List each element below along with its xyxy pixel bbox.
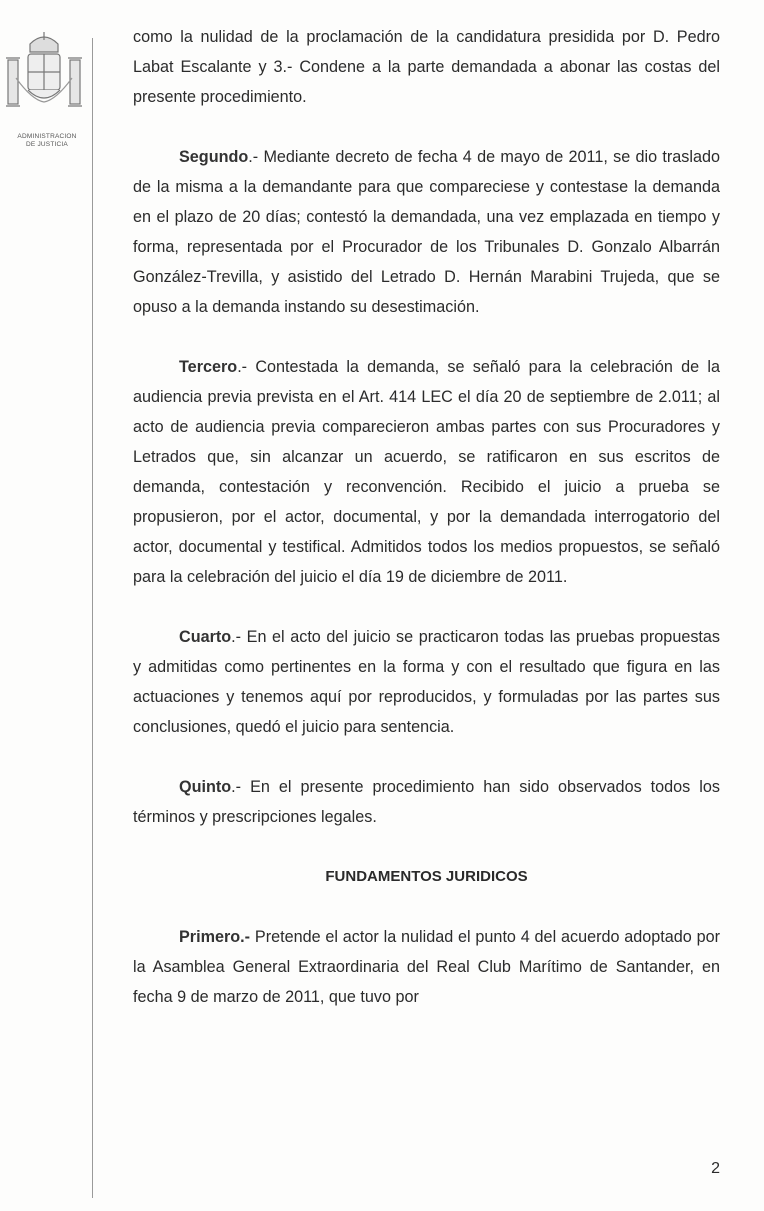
paragraph-primero — [133, 922, 720, 1012]
spain-coat-of-arms-icon — [2, 30, 86, 128]
paragraph-label: Cuarto — [179, 628, 232, 646]
section-heading: FUNDAMENTOS JURIDICOS — [325, 868, 528, 885]
paragraph-text: En el acto del juicio se practicaron todas las pruebas propuestas y admitidas como pertinentes en la forma y con el resultado que figura en las actuaciones y tenemos aquí por reproducidos, y formuladas por las partes sus conclusiones, quedó el juicio para sentencia. — [133, 628, 721, 736]
intro-paragraph: como la nulidad de la proclamación de la candidatura presidida por D. Pedro Labat Escalante y 3.- Condene a la parte demandada a abonar las costas del presente procedimiento. — [133, 28, 720, 106]
paragraph-cuarto: Cuarto.- En el acto del juicio se practicaron todas las pruebas propuestas y admitidas como pertinentes en la forma y con el resultado que figura en las actuaciones y tenemos aquí por reproducidos, y formuladas por las partes sus conclusiones, quedó el juicio para sentencia. — [133, 628, 721, 736]
paragraph-label: Segundo — [179, 148, 249, 166]
paragraph-label: Primero.- — [179, 928, 251, 946]
paragraph-text: Mediante decreto de fecha 4 de mayo de 2011, se dio traslado de la misma a la demandante para que compareciese y contestase la demanda en el plazo de 20 días; contestó la demandada, una vez emplazada en tiempo y forma, representada por el Procurador de los Tribunales D. Gonzalo Albarrán González-Trevilla, y asistido del Letrado D. Hernán Marabini Trujeda, que se opuso a la demanda instando su desestimación. — [133, 148, 720, 316]
paragraph-label: Tercero — [179, 358, 238, 376]
margin-rule — [92, 38, 93, 1198]
document-body — [133, 22, 720, 1012]
emblem-caption — [0, 133, 94, 149]
paragraph-tercero: Tercero.- Contestada la demanda, se señaló para la celebración de la audiencia previa prevista en el Art. 414 LEC el día 20 de septiembre de 2.011; al acto de audiencia previa comparecieron ambas partes con sus Procuradores y Letrados que, sin alcanzar un acuerdo, se ratificaron en sus escritos de demanda, contestación y reconvención. Recibido el juicio a prueba se propusieron, por el actor, documental, y por la demandada interrogatorio del actor, documental y testifical. Admitidos todos los medios propuestos, se señaló para la celebración del juicio el día 19 de diciembre de 2011. — [133, 358, 720, 586]
emblem-caption-line1: ADMINISTRACION — [17, 133, 77, 140]
emblem-caption-line2: DE JUSTICIA — [26, 141, 68, 148]
page-number: 2 — [711, 1160, 720, 1177]
paragraph-label: Quinto — [179, 778, 232, 796]
paragraph-text: Contestada la demanda, se señaló para la celebración de la audiencia previa prevista en el Art. 414 LEC el día 20 de septiembre de 2.011; al acto de audiencia previa comparecieron ambas partes con sus Procuradores y Letrados que, sin alcanzar un acuerdo, se ratificaron en sus escritos de demanda, contestación y reconvención. Recibido el juicio a prueba se propusieron, por el actor, documental, y por la demandada interrogatorio del actor, documental y testifical. Admitidos todos los medios propuestos, se señaló para la celebración del juicio el día 19 de diciembre de 2011. — [133, 358, 720, 586]
paragraph-segundo: Segundo.- Mediante decreto de fecha 4 de mayo de 2011, se dio traslado de la misma a la demandante para que compareciese y contestase la demanda en el plazo de 20 días; contestó la demandada, una vez emplazada en tiempo y forma, representada por el Procurador de los Tribunales D. Gonzalo Albarrán González-Trevilla, y asistido del Letrado D. Hernán Marabini Trujeda, que se opuso a la demanda instando su desestimación. — [133, 148, 720, 316]
paragraph-text: Pretende el actor la nulidad el punto 4 del acuerdo adoptado por la Asamblea General Extraordinaria del Real Club Marítimo de Santander, en fecha 9 de marzo de 2011, que tuvo por — [133, 928, 720, 1006]
paragraph-text: En el presente procedimiento han sido observados todos los términos y prescripciones legales. — [133, 778, 720, 826]
paragraph-quinto: Quinto.- En el presente procedimiento han sido observados todos los términos y prescripciones legales. — [133, 778, 720, 826]
